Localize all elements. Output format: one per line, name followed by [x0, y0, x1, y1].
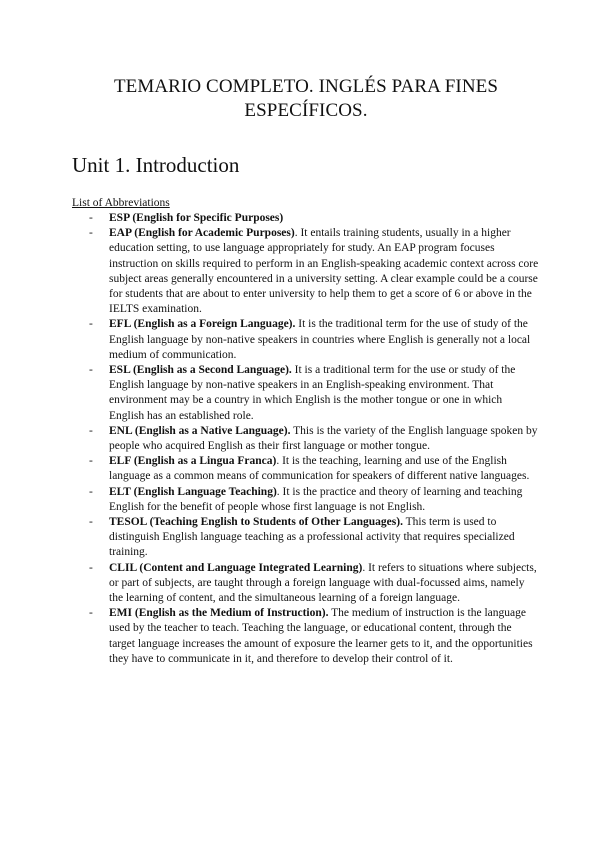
abbreviation-item: [72, 515, 540, 561]
unit-heading: Unit 1. Introduction: [72, 153, 240, 177]
abbreviation-term: EAP (English for Academic Purposes): [109, 227, 295, 240]
abbreviation-item: [72, 317, 540, 363]
abbreviation-term: ENL (English as a Native Language).: [109, 424, 291, 437]
abbreviation-item: [72, 363, 540, 424]
abbreviation-term: TESOL (Teaching English to Students of Other Languages).: [109, 516, 403, 529]
list-bullet: -: [89, 516, 93, 529]
abbreviation-term: ESL (English as a Second Language).: [109, 364, 292, 377]
abbreviation-term: ELT (English Language Teaching): [109, 485, 277, 498]
abbreviation-definition: This term is used to distinguish English language teaching as a professional activity that requires specialized training.: [109, 516, 515, 559]
document-title: TEMARIO COMPLETO. INGLÉS PARA FINES ESPECÍFICOS.: [113, 76, 499, 121]
abbreviation-item: [72, 424, 540, 454]
abbreviation-item: [72, 454, 540, 484]
abbreviation-item: [72, 606, 540, 667]
list-bullet: -: [89, 455, 93, 468]
list-bullet: -: [89, 561, 93, 574]
abbreviation-definition: The medium of instruction is the language used by the teacher to teach. Teaching the language, or educational content, through the target language increases the amount of exposure the learner gets to it, and the opportunities they have to communicate in it, and therefore to develop their control of it.: [109, 607, 533, 665]
abbreviations-heading: List of Abbreviations: [72, 197, 170, 209]
abbreviation-term: ESP (English for Specific Purposes): [109, 212, 284, 224]
list-bullet: -: [89, 212, 93, 224]
abbreviation-term: EFL (English as a Foreign Language).: [109, 318, 296, 331]
abbreviation-definition: . It entails training students, usually in a higher education setting, to use language appropriately for study. An EAP program focuses instruction on skills required to perform in an English-speaking academic context across core subject areas generally encountered in a university setting. A clear example could be a course for students that are about to enter university to help them to get a score of 6 or above in the IELTS examination.: [109, 227, 539, 316]
abbreviation-item: [72, 561, 540, 607]
list-bullet: -: [89, 318, 93, 331]
abbreviation-definition: It is a traditional term for the use or study of the English language by non-native speakers in an English-speaking environment. That environment may be a country in which English is the mother tongue or one in which English has an established role.: [109, 364, 516, 422]
list-bullet: -: [89, 424, 93, 437]
abbreviation-item: [72, 226, 540, 317]
list-bullet: -: [89, 485, 93, 498]
abbreviation-item: [72, 211, 540, 226]
abbreviation-definition: . It refers to situations where subjects, or part of subjects, are taught through a foreign language with dual-focussed aims, namely the learning of content, and the simultaneous learning of a foreign language.: [109, 561, 537, 605]
abbreviation-term: EMI (English as the Medium of Instruction).: [109, 607, 329, 620]
list-bullet: -: [89, 607, 93, 620]
abbreviation-definition: . It is the teaching, learning and use of the English language as a common means of communication for speakers of different native languages.: [109, 455, 530, 483]
abbreviation-definition: It is the traditional term for the use of study of the English language by non-native speakers in countries where English is generally not a local medium of communication.: [109, 318, 531, 361]
abbreviation-term: CLIL (Content and Language Integrated Learning): [109, 561, 363, 574]
abbreviations-list: [72, 211, 540, 667]
abbreviation-item: [72, 485, 540, 515]
abbreviation-term: ELF (English as a Lingua Franca): [109, 455, 277, 468]
abbreviation-definition: . It is the practice and theory of learning and teaching English for the benefit of people whose first language is not English.: [109, 485, 523, 513]
abbreviation-definition: This is the variety of the English language spoken by people who acquired English as their first language or mother tongue.: [109, 424, 538, 453]
list-bullet: -: [89, 227, 93, 240]
list-bullet: -: [89, 364, 93, 377]
